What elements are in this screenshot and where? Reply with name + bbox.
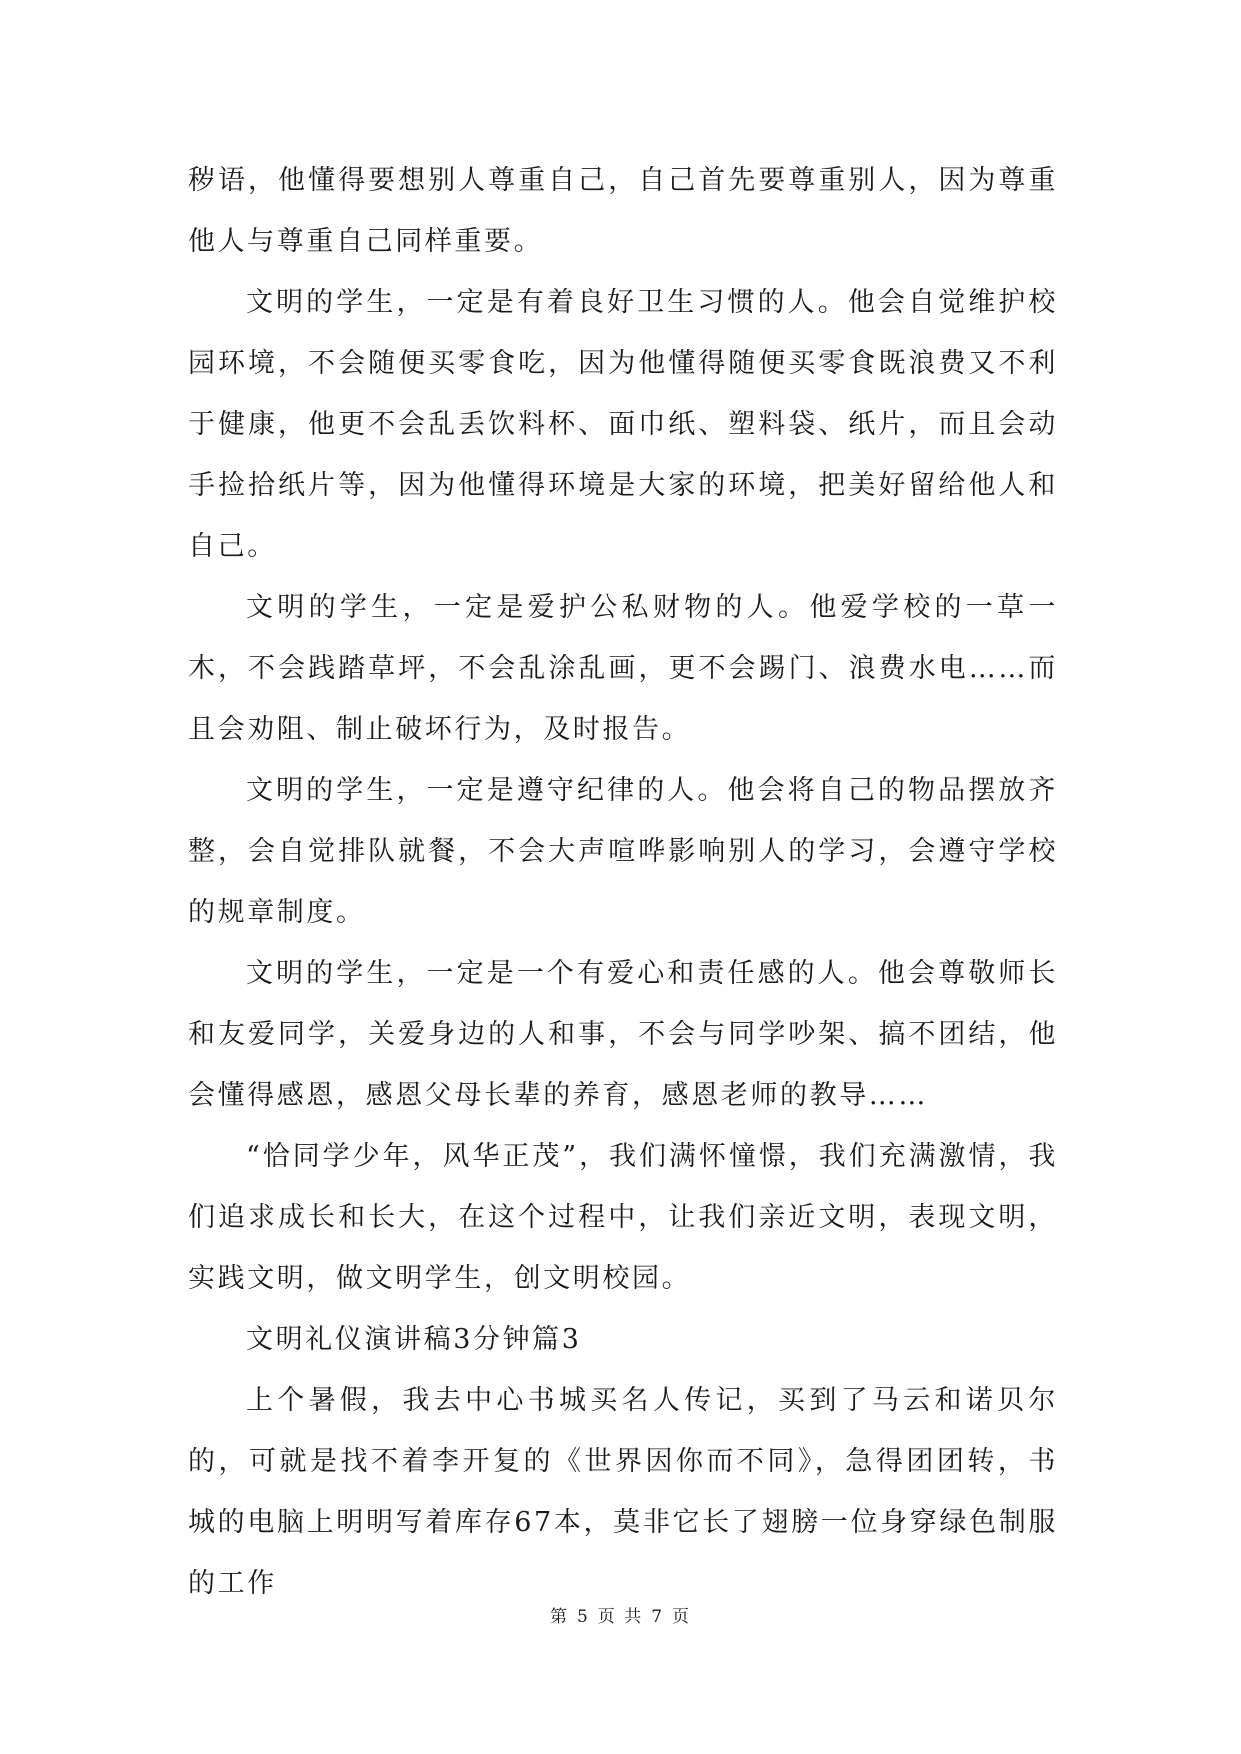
paragraph-discipline: 文明的学生，一定是遵守纪律的人。他会将自己的物品摆放齐整，会自觉排队就餐，不会大声喧哗影响别人的学习，会遵守学校的规章制度。 (188, 775, 1058, 928)
section-heading: 文明礼仪演讲稿3分钟篇3 (246, 1324, 582, 1355)
paragraph-conclusion: “恰同学少年，风华正茂”，我们满怀憧憬，我们充满激情，我们追求成长和长大，在这个过程中，让我们亲近文明，表现文明，实践文明，做文明学生，创文明校园。 (188, 1141, 1058, 1294)
page-footer (0, 1602, 1241, 1627)
footer-prefix: 第 (549, 1607, 569, 1627)
paragraph-property: 文明的学生，一定是爱护公私财物的人。他爱学校的一草一木，不会践踏草坪，不会乱涂乱画，更不会踢门、浪费水电……而且会劝阻、制止破坏行为，及时报告。 (188, 592, 1058, 745)
paragraph-hygiene: 文明的学生，一定是有着良好卫生习惯的人。他会自觉维护校园环境，不会随便买零食吃，因为他懂得随便买零食既浪费又不利于健康，他更不会乱丢饮料杯、面巾纸、塑料袋、纸片，而且会动手捡拾纸片等，因为他懂得环境是大家的环境，把美好留给他人和自己。 (188, 287, 1058, 562)
footer-suffix: 页 (672, 1607, 692, 1627)
footer-total-pages: 7 (651, 1607, 665, 1627)
document-body (188, 150, 1058, 1614)
footer-current-page: 5 (576, 1607, 590, 1627)
paragraph-continuation: 秽语，他懂得要想别人尊重自己，自己首先要尊重别人，因为尊重他人与尊重自己同样重要。 (188, 165, 1058, 257)
paragraph-responsibility: 文明的学生，一定是一个有爱心和责任感的人。他会尊敬师长和友爱同学，关爱身边的人和事，不会与同学吵架、搞不团结，他会懂得感恩，感恩父母长辈的养育，感恩老师的教导…… (188, 958, 1058, 1111)
paragraph-bookstore: 上个暑假，我去中心书城买名人传记，买到了马云和诺贝尔的，可就是找不着李开复的《世界因你而不同》，急得团团转，书城的电脑上明明写着库存67本，莫非它长了翅膀一位身穿绿色制服的工作 (188, 1385, 1058, 1599)
footer-middle: 页 共 (597, 1607, 644, 1627)
